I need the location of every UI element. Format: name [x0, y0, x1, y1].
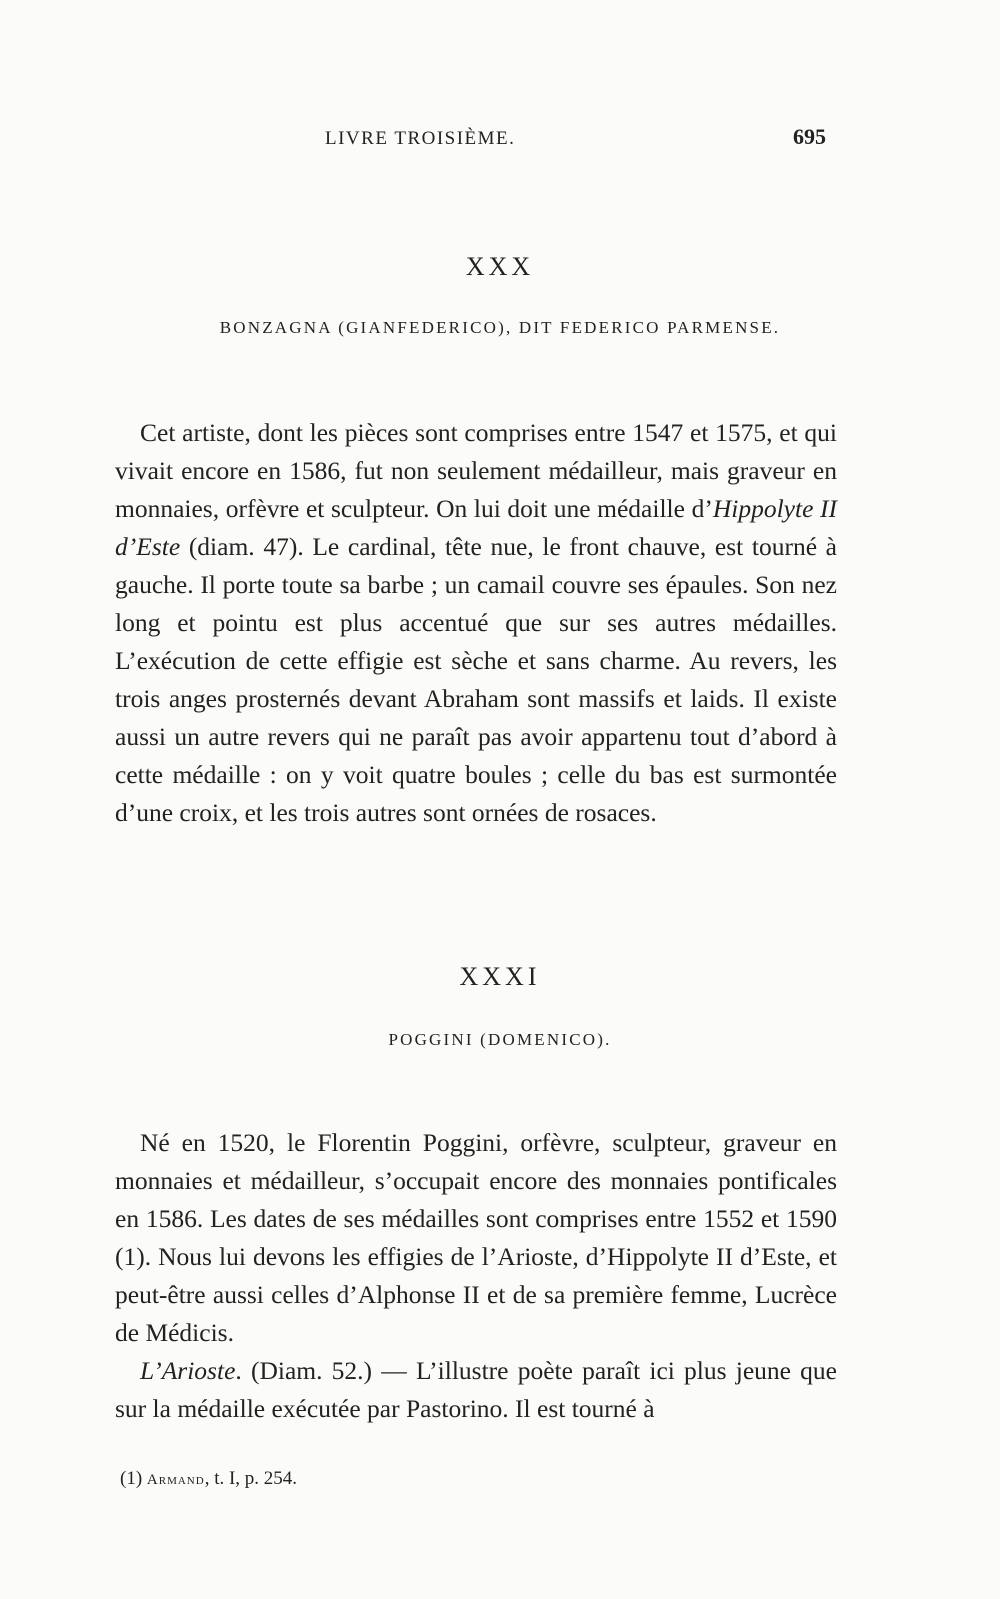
footnote-marker: (1)	[120, 1468, 143, 1489]
footnote	[120, 1468, 297, 1490]
paragraph-bonzagna-part-2: (diam. 47). Le cardinal, tête nue, le front chauve, est tourné à gauche. Il porte toute sa barbe ; un camail couvre ses épaules. Son nez long et pointu est plus accentué que sur ses autres médailles. L’exécution de cette effigie est sèche et sans charme. Au revers, les trois anges prosternés devant Abraham sont massifs et laids. Il existe aussi un autre revers qui ne paraît pas avoir appartenu tout d’abord à cette médaille : on y voit quatre boules ; celle du bas est surmontée d’une croix, et les trois autres sont ornées de rosaces.	[115, 532, 837, 827]
medal-title-hippolyte: Hippolyte II d’Este	[115, 494, 837, 561]
paragraph-bonzagna	[115, 414, 837, 832]
paragraph-arioste	[115, 1352, 837, 1428]
section-number-xxx: XXX	[465, 252, 535, 281]
paragraph-poggini: Né en 1520, le Florentin Poggini, orfèvre, sculpteur, graveur en monnaies et médailleur, s’occupait encore des monnaies pontificales en 1586. Les dates de ses médailles sont comprises entre 1552 et 1590 (1). Nous lui devons les effigies de l’Arioste, d’Hippolyte II d’Este, et peut-être aussi celles d’Alphonse II et de sa première femme, Lucrèce de Médicis.	[115, 1128, 837, 1347]
footnote-reference: , t. I, p. 254.	[204, 1468, 298, 1489]
running-title: LIVRE TROISIÈME.	[325, 128, 516, 149]
entry-heading-bonzagna: BONZAGNA (GIANFEDERICO), DIT FEDERICO PARMENSE.	[219, 318, 781, 337]
section-number-xxxi: XXXI	[459, 962, 541, 991]
medal-title-arioste: L’Arioste	[140, 1356, 236, 1385]
page-number: 695	[793, 124, 826, 149]
paragraph-bonzagna-part-1: Cet artiste, dont les pièces sont comprises entre 1547 et 1575, et qui vivait encore en 1586, fut non seulement médailleur, mais graveur en monnaies, orfèvre et sculpteur. On lui doit une médaille d’	[115, 418, 837, 523]
entry-heading-poggini: POGGINI (DOMENICO).	[388, 1030, 612, 1049]
paragraph-arioste-text: . (Diam. 52.) — L’illustre poète paraît ici plus jeune que sur la médaille exécutée par Pastorino. Il est tourné à	[115, 1356, 837, 1423]
footnote-author: Armand	[146, 1472, 205, 1488]
running-header	[0, 118, 1000, 158]
